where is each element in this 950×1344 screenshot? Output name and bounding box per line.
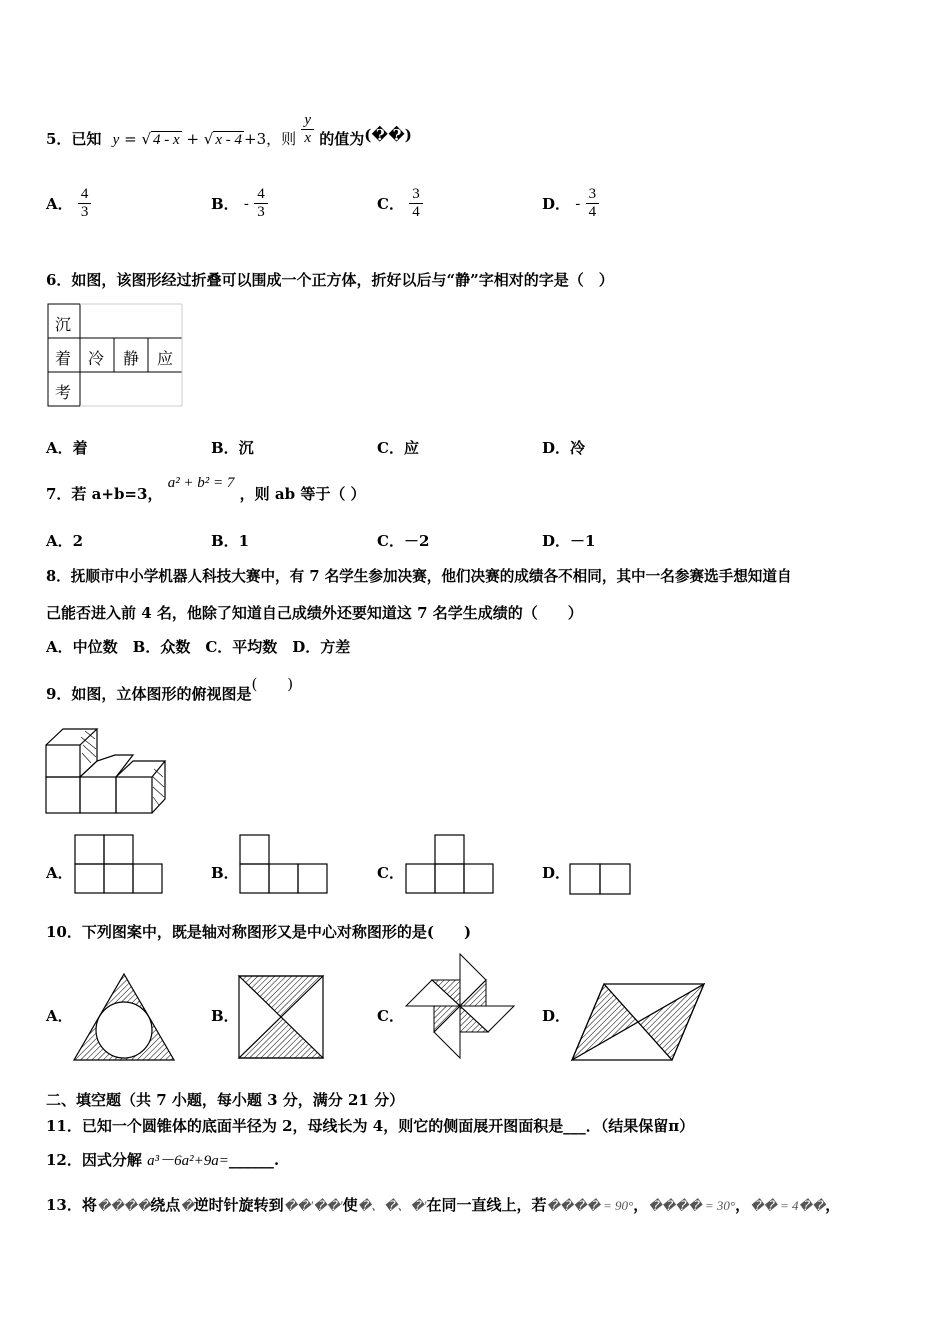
q7-option-c: C．－2: [377, 532, 430, 550]
net-cell-3: 冷: [88, 349, 105, 368]
q8-options: A．中位数 B．众数 C．平均数 D．方差: [46, 638, 351, 656]
net-cell-5: 应: [157, 349, 174, 368]
q7-option-b: B．1: [211, 532, 250, 550]
section-2-heading: 二、填空题（共 7 小题，每小题 3 分，满分 21 分）: [46, 1091, 405, 1109]
q8-stem-line2: 己能否进入前 4 名，他除了知道自己成绩外还要知道这 7 名学生成绩的（ ）: [46, 604, 583, 622]
net-cell-6: 考: [55, 383, 72, 402]
q10-option-d-figure: [570, 982, 706, 1062]
q6-option-b: B．沉: [211, 439, 254, 457]
q5-option-c: C． $\frac{3}{4}$: [377, 186, 423, 221]
net-cell-2: 着: [55, 349, 72, 368]
q11-stem: 11．已知一个圆锥体的底面半径为 2，母线长为 4，则它的侧面展开图面积是___．（结果保留π）: [46, 1117, 695, 1135]
solid-figure: [45, 727, 175, 822]
q5-option-d: D． - $\frac{3}{4}$: [542, 186, 599, 221]
q10-option-b-label: B．: [211, 1007, 239, 1025]
q9-option-c-label: C．: [377, 864, 404, 882]
q7-option-a: A．2: [46, 532, 84, 550]
q5-stem: 5．已知 y = √ 4 - x + √ x - 4 +3，则 $\frac{y}{x}$ 的值为(��): [46, 111, 412, 148]
q6-option-d: D．冷: [542, 439, 586, 457]
q10-option-c-label: C．: [377, 1007, 404, 1025]
q9-option-a-figure: [73, 833, 163, 895]
q8-stem-line1: 8．抚顺市中小学机器人科技大赛中，有 7 名学生参加决赛，他们决赛的成绩各不相同，其中一名参赛选手想知道自: [46, 568, 792, 585]
q10-option-b-figure: [237, 974, 325, 1060]
q12-stem: 12．因式分解 a³－6a²+9a=______.: [46, 1151, 280, 1169]
q6-option-a: A．着: [46, 439, 88, 457]
q9-option-b-label: B．: [211, 864, 239, 882]
q10-option-a-figure: [72, 972, 176, 1062]
q10-option-a-label: A．: [46, 1007, 73, 1025]
q9-option-d-figure: [568, 862, 633, 897]
q9-option-c-figure: [404, 833, 494, 895]
net-cell-1: 沉: [55, 315, 72, 334]
q9-stem: 9．如图，立体图形的俯视图是( ): [46, 675, 294, 703]
cube-net-figure: [46, 302, 186, 410]
q9-option-d-label: D．: [542, 864, 571, 882]
q10-option-d-label: D．: [542, 1007, 571, 1025]
q10-stem: 10．下列图案中，既是轴对称图形又是中心对称图形的是( ): [46, 923, 472, 941]
q9-option-b-figure: [238, 833, 328, 895]
q7-option-d: D．－1: [542, 532, 596, 550]
q13-stem: 13．将����绕点�逆时针旋转到��′��′使�、�、�′在同一直线上，若���� = 90°，���� = 30°，�� = 4��，: [46, 1196, 841, 1214]
q5-option-b: B． - $\frac{4}{3}$: [211, 186, 268, 221]
q6-stem: 6．如图，该图形经过折叠可以围成一个正方体，折好以后与“静”字相对的字是（ ）: [46, 271, 614, 289]
q7-stem: 7．若 a+b=3， a² + b² = 7 ，则 ab 等于（ ）: [46, 475, 366, 503]
q6-option-c: C．应: [377, 439, 419, 457]
q9-option-a-label: A．: [46, 864, 73, 882]
q10-option-c-figure: [404, 952, 516, 1062]
q5-option-a: A． $\frac{4}{3}$: [46, 186, 91, 221]
net-cell-4: 静: [123, 349, 140, 368]
